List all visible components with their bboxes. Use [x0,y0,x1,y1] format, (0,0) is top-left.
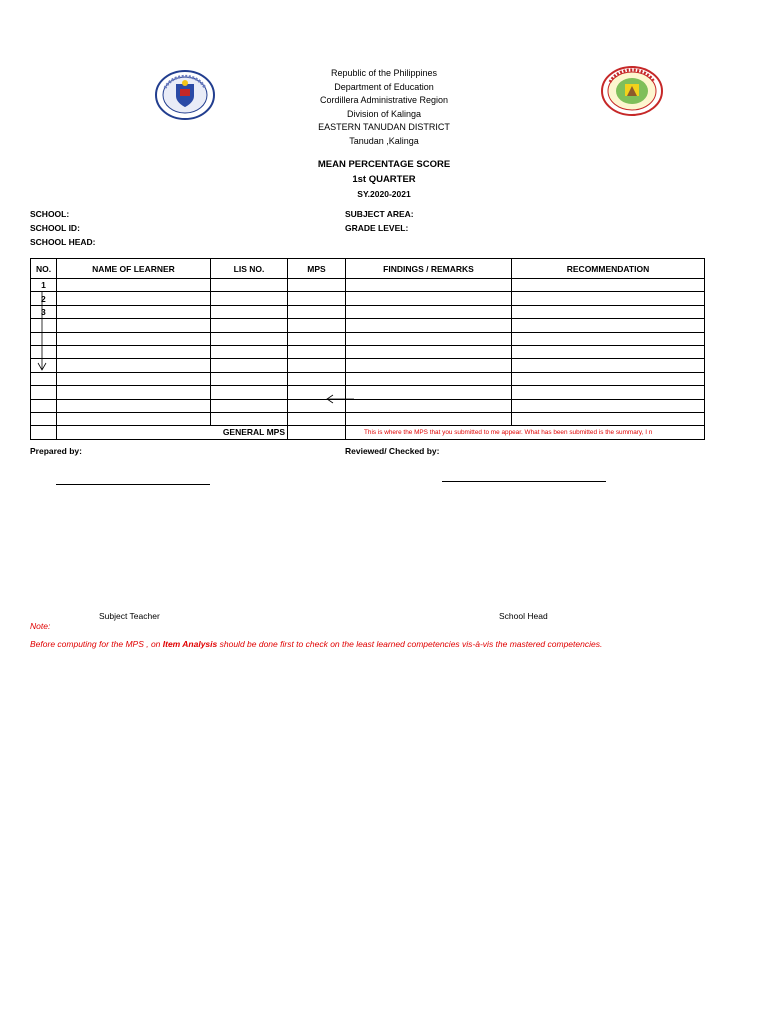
head-signature-line [442,481,606,482]
findings-cell[interactable] [346,279,512,292]
lis-cell[interactable] [211,399,288,412]
name-cell[interactable] [57,386,211,399]
table-row [31,319,705,332]
col-header: NAME OF LEARNER [57,259,211,279]
header-line: Department of Education [334,81,434,92]
down-arrow-icon [36,291,48,373]
lis-cell[interactable] [211,359,288,372]
table-row [31,399,705,412]
lis-cell[interactable] [211,292,288,305]
recommendation-cell[interactable] [512,292,705,305]
findings-cell[interactable] [346,292,512,305]
name-cell[interactable] [57,412,211,425]
header-line: Republic of the Philippines [330,68,438,78]
note-text [30,639,602,649]
table-row [31,292,705,305]
table-row [31,332,705,345]
note-before: Before computing for the MPS , on [30,639,163,649]
lis-cell[interactable] [211,305,288,318]
recommendation-cell[interactable] [512,279,705,292]
general-mps-label: GENERAL MPS [57,426,288,439]
findings-cell[interactable] [346,305,512,318]
mps-cell[interactable] [288,319,346,332]
table-row [31,372,705,385]
col-header: FINDINGS / REMARKS [346,259,512,279]
header-line: Division of Kalinga [346,108,422,119]
findings-cell[interactable] [346,412,512,425]
name-cell[interactable] [57,292,211,305]
findings-cell[interactable] [346,332,512,345]
mps-table [30,258,705,440]
subject-area-label: SUBJECT AREA: [345,209,414,219]
mps-cell[interactable] [288,372,346,385]
recommendation-cell[interactable] [512,359,705,372]
lis-cell[interactable] [211,279,288,292]
findings-cell[interactable] [346,399,512,412]
recommendation-cell[interactable] [512,386,705,399]
general-mps-cell[interactable] [288,426,346,439]
note-after: should be done first to check on the least learned competencies vis-à-vis the mastered competencies. [217,639,603,649]
col-header: LIS NO. [211,259,288,279]
title-quarter: 1st QUARTER [352,174,416,185]
name-cell[interactable] [57,372,211,385]
mps-cell[interactable] [288,279,346,292]
grade-level-label: GRADE LEVEL: [345,223,409,233]
recommendation-cell[interactable] [512,372,705,385]
table-row [31,305,705,318]
mps-cell[interactable] [288,332,346,345]
name-cell[interactable] [57,305,211,318]
mps-cell[interactable] [288,305,346,318]
name-cell[interactable] [57,279,211,292]
recommendation-cell[interactable] [512,412,705,425]
mps-cell[interactable] [288,292,346,305]
table-row [31,359,705,372]
recommendation-cell[interactable] [512,305,705,318]
left-arrow-icon [325,391,355,401]
general-mps-row [31,426,705,439]
lis-cell[interactable] [211,345,288,358]
reviewed-by-label: Reviewed/ Checked by: [345,446,440,456]
lis-cell[interactable] [211,372,288,385]
note-label: Note: [30,621,51,631]
col-header: NO. [31,259,57,279]
subject-teacher-label: Subject Teacher [99,611,160,621]
lis-cell[interactable] [211,386,288,399]
table-row [31,412,705,425]
red-note: This is where the MPS that you submitted to me appear. What has been submitted is the summary, I n [346,426,705,439]
name-cell[interactable] [57,359,211,372]
header-line: Cordillera Administrative Region [319,95,449,105]
findings-cell[interactable] [346,386,512,399]
lis-cell[interactable] [211,319,288,332]
school-head-label: SCHOOL HEAD: [30,237,96,247]
school-id-label: SCHOOL ID: [30,223,80,233]
document-title [0,157,768,202]
header-line: EASTERN TANUDAN DISTRICT [318,122,450,132]
recommendation-cell[interactable] [512,332,705,345]
findings-cell[interactable] [346,359,512,372]
table-row [31,386,705,399]
name-cell[interactable] [57,345,211,358]
title-main: MEAN PERCENTAGE SCORE [317,159,451,170]
table-header-row [31,259,705,279]
name-cell[interactable] [57,399,211,412]
school-label: SCHOOL: [30,209,70,219]
table-row [31,279,705,292]
school-head-sign-label: School Head [499,611,548,621]
findings-cell[interactable] [346,345,512,358]
table-row [31,345,705,358]
lis-cell[interactable] [211,412,288,425]
recommendation-cell[interactable] [512,319,705,332]
row-number: 1 [31,279,57,292]
lis-cell[interactable] [211,332,288,345]
mps-cell[interactable] [288,345,346,358]
recommendation-cell[interactable] [512,399,705,412]
findings-cell[interactable] [346,372,512,385]
header-line: Tanudan ,Kalinga [349,135,419,146]
prepared-by-label: Prepared by: [30,446,82,456]
row-number: 2 [31,292,57,305]
recommendation-cell[interactable] [512,345,705,358]
note-emphasis: Item Analysis [162,639,218,649]
name-cell[interactable] [57,332,211,345]
mps-cell[interactable] [288,412,346,425]
col-header: RECOMMENDATION [512,259,705,279]
row-number: 3 [31,305,57,318]
findings-cell[interactable] [346,319,512,332]
col-header: MPS [288,259,346,279]
mps-cell[interactable] [288,359,346,372]
letterhead [0,67,768,148]
title-sy: SY.2020-2021 [357,189,411,199]
teacher-signature-line [56,484,210,485]
name-cell[interactable] [57,319,211,332]
